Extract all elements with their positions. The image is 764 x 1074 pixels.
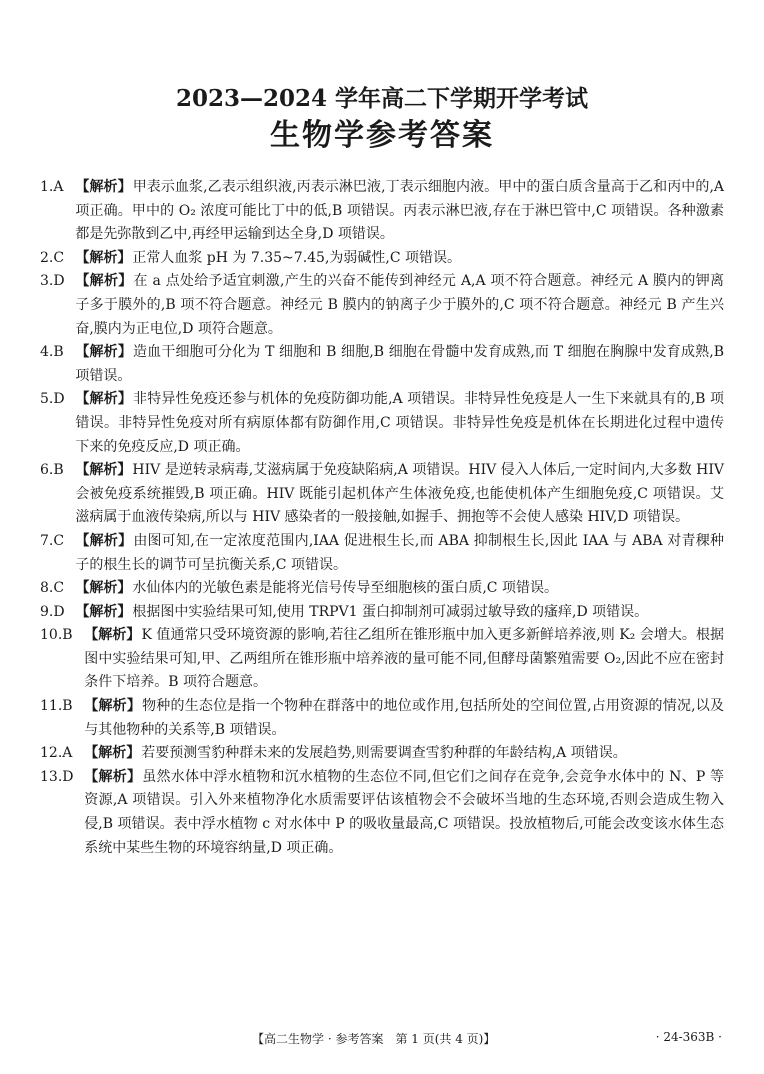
analysis-tag: 【解析】	[75, 532, 133, 549]
question-number: 2.	[40, 249, 54, 266]
analysis-tag: 【解析】	[75, 179, 132, 195]
answer-item-2	[40, 247, 724, 271]
question-number: 10.	[40, 627, 63, 644]
question-number: 6.	[40, 462, 54, 479]
analysis-text: HIV 是逆转录病毒,艾滋病属于免疫缺陷病,A 项错误。HIV 侵入人体后,一定时间内,大多数 HIV 会被免疫系统摧毁,B 项正确。HIV 既能引起机体产生体液免疫,也能使机体产生细胞免疫,C 项错误。艾滋病属于血液传染病,所以与 HIV 感染者的一般接触,如握手、拥抱等不会使人感染 HIV,D 项错误。	[75, 462, 725, 526]
analysis-tag: 【解析】	[75, 344, 133, 361]
answer-letter: D	[53, 273, 65, 290]
answer-item-11	[40, 695, 724, 742]
analysis-tag: 【解析】	[75, 580, 132, 597]
analysis-tag: 【解析】	[75, 273, 133, 290]
analysis-tag: 【解析】	[75, 603, 132, 620]
answer-item-10	[40, 624, 724, 695]
analysis-tag: 【解析】	[84, 768, 142, 785]
analysis-text: 若要预测雪豹种群未来的发展趋势,则需要调查雪豹种群的年龄结构,A 项错误。	[141, 745, 627, 762]
answer-item-12	[40, 742, 724, 766]
analysis-tag: 【解析】	[75, 249, 132, 266]
analysis-tag: 【解析】	[84, 698, 142, 715]
question-number: 12.	[40, 745, 63, 762]
question-number: 9.	[40, 603, 54, 620]
answer-item-8	[40, 577, 724, 601]
answer-letter: D	[53, 391, 65, 408]
answer-list	[40, 176, 724, 860]
answer-item-3	[40, 270, 724, 341]
page-footer	[0, 1030, 764, 1050]
analysis-tag: 【解析】	[75, 462, 132, 479]
answer-letter: C	[53, 249, 65, 266]
exam-title: 2023—2024 学年高二下学期开学考试	[175, 85, 589, 112]
answer-letter: A	[62, 745, 73, 762]
answer-item-13	[40, 766, 724, 860]
question-number: 1.	[40, 179, 54, 195]
analysis-text: 甲表示血浆,乙表示组织液,丙表示淋巴液,丁表示细胞内液。甲中的蛋白质含量高于乙和丙中的,A 项正确。甲中的 O₂ 浓度可能比丁中的低,B 项错误。丙表示淋巴液,存在于淋巴管中,C 项错误。各种激素都是先弥散到乙中,再经甲运输到达全身,D 项错误。	[75, 179, 724, 243]
answer-item-1	[40, 176, 724, 247]
analysis-text: 非特异性免疫还参与机体的免疫防御功能,A 项错误。非特异性免疫是人一生下来就具有的,B 项错误。非特异性免疫对所有病原体都有防御作用,C 项错误。非特异性免疫是机体在长期进化过程中遗传下来的免疫反应,D 项正确。	[75, 391, 725, 455]
footer-page-info: 【高二生物学 · 参考答案 第 1 页(共 4 页)】	[252, 1032, 496, 1046]
analysis-text: 物种的生态位是指一个物种在群落中的地位或作用,包括所处的空间位置,占用资源的情况,以及与其他物种的关系等,B 项错误。	[84, 698, 725, 738]
answer-item-4	[40, 341, 724, 388]
analysis-text: 正常人血浆 pH 为 7.35~7.45,为弱碱性,C 项错误。	[132, 249, 462, 266]
answer-letter: A	[53, 179, 64, 195]
answer-letter: C	[53, 580, 65, 597]
question-number: 11.	[40, 698, 63, 715]
analysis-tag: 【解析】	[84, 627, 141, 644]
answer-item-9	[40, 601, 724, 625]
question-number: 3.	[40, 273, 54, 290]
answer-item-5	[40, 388, 724, 459]
analysis-text: K 值通常只受环境资源的影响,若往乙组所在锥形瓶中加入更多新鲜培养液,则 K₂ 会增大。根据图中实验结果可知,甲、乙两组所在锥形瓶中培养液的量可能不同,但酵母菌繁殖需要 O₂,因此不应在密封条件下培养。B 项符合题意。	[84, 627, 724, 691]
analysis-text: 造血干细胞可分化为 T 细胞和 B 细胞,B 细胞在骨髓中发育成熟,而 T 细胞在胸腺中发育成熟,B 项错误。	[75, 344, 725, 384]
analysis-text: 水仙体内的光敏色素是能将光信号传导至细胞核的蛋白质,C 项错误。	[132, 580, 558, 597]
analysis-tag: 【解析】	[75, 391, 133, 408]
answer-letter: D	[62, 768, 74, 785]
analysis-text: 虽然水体中浮水植物和沉水植物的生态位不同,但它们之间存在竞争,会竞争水体中的 N、P 等资源,A 项错误。引入外来植物净化水质需要评估该植物会不会破坏当地的生态环境,否则会造成生物入侵,B 项错误。表中浮水植物 c 对水体中 P 的吸收量最高,C 项错误。投放植物后,可能会改变该水体生态系统中某些生物的环境容纳量,D 项正确。	[84, 768, 725, 856]
question-number: 4.	[40, 344, 54, 361]
answer-letter: B	[62, 698, 73, 715]
question-number: 5.	[40, 391, 54, 408]
analysis-tag: 【解析】	[84, 745, 141, 762]
answer-item-7	[40, 530, 724, 577]
question-number: 13.	[40, 768, 63, 785]
footer-exam-code: · 24-363B ·	[655, 1030, 722, 1044]
answer-letter: B	[53, 462, 64, 479]
answer-item-6	[40, 459, 724, 530]
question-number: 7.	[40, 532, 54, 549]
answer-key-title: 生物学参考答案	[270, 118, 494, 153]
analysis-text: 在 a 点处给予适宜刺激,产生的兴奋不能传到神经元 A,A 项不符合题意。神经元 A 膜内的钾离子多于膜外的,B 项不符合题意。神经元 B 膜内的钠离子少于膜外的,C 项不符合题意。神经元 B 产生兴奋,膜内为正电位,D 项符合题意。	[75, 273, 725, 337]
question-number: 8.	[40, 580, 54, 597]
answer-letter: D	[53, 603, 65, 620]
answer-letter: B	[62, 627, 73, 644]
answer-letter: C	[53, 532, 65, 549]
analysis-text: 根据图中实验结果可知,使用 TRPV1 蛋白抑制剂可减弱过敏导致的瘙痒,D 项错误。	[132, 603, 649, 620]
analysis-text: 由图可知,在一定浓度范围内,IAA 促进根生长,而 ABA 抑制根生长,因此 IAA 与 ABA 对青稞种子的根生长的调节可呈抗衡关系,C 项错误。	[75, 532, 724, 573]
answer-letter: B	[53, 344, 64, 361]
